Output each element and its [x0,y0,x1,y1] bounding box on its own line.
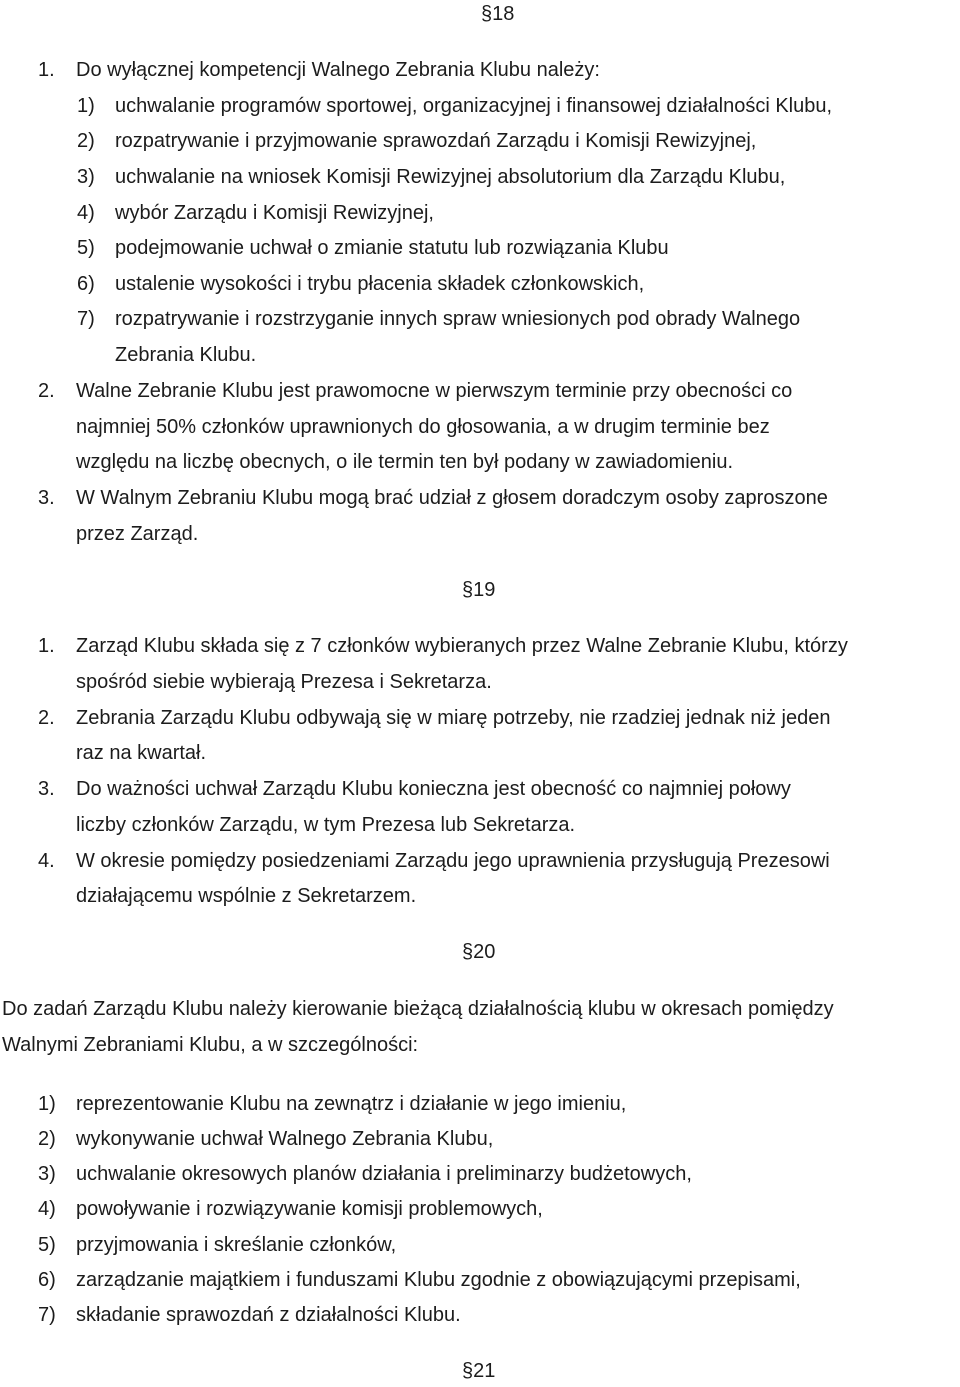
paragraph-line: Walne Zebranie Klubu jest prawomocne w pierwszym terminie przy obecności co [76,380,793,402]
list-item-number: 3) [77,166,95,188]
intro-line: Walnymi Zebraniami Klubu, a w szczególności: [2,1034,419,1056]
paragraph-19-1 [38,634,848,658]
paragraph-number: 3. [38,487,55,509]
list-item-text: powoływanie i rozwiązywanie komisji problemowych, [76,1198,543,1220]
paragraph-line: Zebrania Zarządu Klubu odbywają się w miarę potrzeby, nie rzadziej jednak niż jeden [76,707,831,729]
paragraph-line: liczby członków Zarządu, w tym Prezesa lub Sekretarza. [76,814,576,836]
paragraph-line: działającemu wspólnie z Sekretarzem. [76,885,417,907]
list-item-number: 6) [38,1269,56,1291]
list-item [77,94,833,118]
list-item [38,1162,692,1186]
list-item-text: rozpatrywanie i przyjmowanie sprawozdań Zarządu i Komisji Rewizyjnej, [115,130,757,152]
paragraph-line: względu na liczbę obecnych, o ile termin ten był podany w zawiadomieniu. [76,451,734,473]
section-heading-20: §20 [462,941,496,963]
list-item-text: uchwalanie programów sportowej, organizacyjnej i finansowej działalności Klubu, [115,95,833,117]
list-item-text: podejmowanie uchwał o zmianie statutu lub rozwiązania Klubu [115,237,669,259]
list-item [77,129,757,153]
paragraph-18-1 [38,58,600,82]
list-item [77,307,801,331]
paragraph-number: 2. [38,707,55,729]
intro-line: Do zadań Zarządu Klubu należy kierowanie bieżącą działalnością klubu w okresach pomiędzy [2,998,834,1020]
section-heading-19: §19 [462,579,496,601]
list-item-number: 3) [38,1163,56,1185]
paragraph-number: 2. [38,380,55,402]
paragraph-19-2 [38,706,831,730]
section-heading-18: §18 [481,3,515,25]
list-item-text: wybór Zarządu i Komisji Rewizyjnej, [115,202,434,224]
list-item-number: 2) [38,1128,56,1150]
list-item [38,1092,627,1116]
paragraph-line: przez Zarząd. [76,523,199,545]
list-item-text: uchwalanie okresowych planów działania i preliminarzy budżetowych, [76,1163,692,1185]
paragraph-number: 1. [38,635,55,657]
list-item [38,1303,461,1327]
list-item-text: rozpatrywanie i rozstrzyganie innych spraw wniesionych pod obrady Walnego [115,308,801,330]
list-item-number: 6) [77,273,95,295]
list-item [38,1268,801,1292]
list-item-number: 5) [77,237,95,259]
list-item-text: składanie sprawozdań z działalności Klubu. [76,1304,461,1326]
list-item [38,1197,543,1221]
list-item-number: 7) [77,308,95,330]
paragraph-number: 3. [38,778,55,800]
list-item-number: 5) [38,1234,56,1256]
paragraph-line: W Walnym Zebraniu Klubu mogą brać udział z głosem doradczym osoby zaproszone [76,487,828,509]
list-item-number: 1) [38,1093,56,1115]
paragraph-19-3 [38,777,791,801]
paragraph-text: Do wyłącznej kompetencji Walnego Zebrania Klubu należy: [76,59,600,81]
list-item-number: 7) [38,1304,56,1326]
list-item [77,272,645,296]
paragraph-line: raz na kwartał. [76,742,207,764]
list-item-text: ustalenie wysokości i trybu płacenia składek członkowskich, [115,273,645,295]
list-item-text: wykonywanie uchwał Walnego Zebrania Klubu, [76,1128,494,1150]
list-item-text: reprezentowanie Klubu na zewnątrz i działanie w jego imieniu, [76,1093,627,1115]
list-item-text: uchwalanie na wniosek Komisji Rewizyjnej absolutorium dla Zarządu Klubu, [115,166,786,188]
paragraph-19-4 [38,849,830,873]
list-item-text: przyjmowania i skreślanie członków, [76,1234,397,1256]
list-item-text: zarządzanie majątkiem i funduszami Klubu zgodnie z obowiązującymi przepisami, [76,1269,801,1291]
paragraph-18-3 [38,486,828,510]
paragraph-line: W okresie pomiędzy posiedzeniami Zarządu jego uprawnienia przysługują Prezesowi [76,850,830,872]
paragraph-number: 1. [38,59,55,81]
paragraph-line: Zarząd Klubu składa się z 7 członków wybieranych przez Walne Zebranie Klubu, którzy [76,635,848,657]
paragraph-18-2 [38,379,793,403]
list-item-number: 4) [77,202,95,224]
list-item [77,236,669,260]
paragraph-line: najmniej 50% członków uprawnionych do głosowania, a w drugim terminie bez [76,416,770,438]
list-item-continuation: Zebrania Klubu. [115,344,257,366]
paragraph-line: Do ważności uchwał Zarządu Klubu konieczna jest obecność co najmniej połowy [76,778,791,800]
section-heading-21: §21 [462,1360,496,1382]
list-item [77,201,434,225]
list-item [38,1127,494,1151]
list-item-number: 4) [38,1198,56,1220]
list-item [38,1233,397,1257]
paragraph-number: 4. [38,850,55,872]
list-item [77,165,786,189]
list-item-number: 1) [77,95,95,117]
paragraph-line: spośród siebie wybierają Prezesa i Sekretarza. [76,671,492,693]
list-item-number: 2) [77,130,95,152]
